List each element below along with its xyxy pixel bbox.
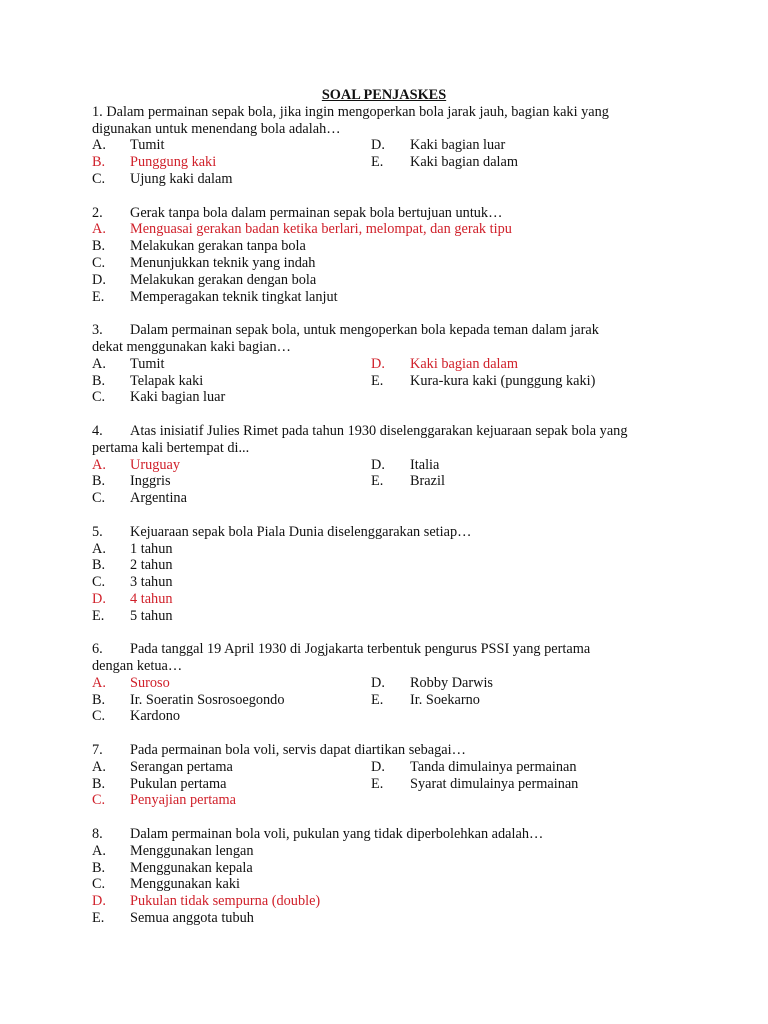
option-text: 5 tahun (130, 607, 173, 624)
option-letter: D. (371, 355, 385, 372)
question-stem-line (92, 423, 692, 440)
option-row (92, 238, 692, 255)
option-row (92, 255, 692, 272)
option-text: Menggunakan lengan (130, 842, 254, 859)
question-text: dekat menggunakan kaki bagian… (92, 338, 291, 355)
option-letter: D. (92, 271, 106, 288)
option-letter: B. (92, 557, 106, 574)
option-letter: A. (92, 137, 106, 154)
option-text: Tumit (130, 355, 165, 372)
question-text: Kejuaraan sepak bola Piala Dunia diselenggarakan setiap… (130, 523, 472, 540)
option-letter: E. (371, 154, 384, 171)
option-row (92, 457, 692, 474)
option-letter: C. (92, 708, 106, 725)
option-text: Pukulan pertama (130, 775, 227, 792)
document-title: SOAL PENJASKES (321, 87, 447, 103)
question-number: 7. (92, 742, 103, 759)
correct-answer-text: Suroso (130, 674, 170, 691)
blank-line (92, 725, 692, 742)
question-text: Pada permainan bola voli, servis dapat diartikan sebagai… (130, 742, 466, 759)
option-letter: C. (92, 389, 106, 406)
option-letter: D. (371, 674, 385, 691)
question-text: Gerak tanpa bola dalam permainan sepak bola bertujuan untuk… (130, 204, 503, 221)
option-letter: D. (92, 893, 106, 910)
option-letter: E. (371, 473, 384, 490)
option-letter: B. (92, 372, 106, 389)
option-text: Ujung kaki dalam (130, 170, 233, 187)
blank-line (92, 625, 692, 642)
question-number: 6. (92, 641, 103, 658)
correct-answer-text: 4 tahun (130, 590, 173, 607)
option-row (92, 591, 692, 608)
option-letter: C. (92, 792, 106, 809)
document-page (92, 87, 692, 927)
option-letter: E. (92, 288, 105, 305)
option-row (92, 171, 692, 188)
option-row (92, 792, 692, 809)
option-row (92, 137, 692, 154)
option-text: 3 tahun (130, 574, 173, 591)
option-letter: A. (92, 456, 106, 473)
question-text: pertama kali bertempat di... (92, 439, 250, 456)
option-letter: E. (371, 691, 384, 708)
question-number: 4. (92, 422, 103, 439)
option-text: Argentina (130, 490, 187, 507)
option-row (92, 541, 692, 558)
option-letter: B. (92, 859, 106, 876)
question-text: Dalam permainan bola voli, pukulan yang tidak diperbolehkan adalah… (130, 826, 544, 843)
option-row (92, 356, 692, 373)
option-letter: A. (92, 842, 106, 859)
option-text: Semua anggota tubuh (130, 910, 254, 927)
question-text: Dalam permainan sepak bola, untuk mengoperkan bola kepada teman dalam jarak (130, 322, 599, 339)
question-stem-line (92, 205, 692, 222)
option-row (92, 557, 692, 574)
option-row (92, 473, 692, 490)
option-text: Serangan pertama (130, 758, 233, 775)
option-row (92, 843, 692, 860)
option-letter: C. (92, 170, 106, 187)
option-text: Kaki bagian luar (130, 389, 226, 406)
option-letter: D. (92, 590, 106, 607)
question-number: 3. (92, 322, 103, 339)
option-row (92, 893, 692, 910)
option-letter: E. (92, 910, 105, 927)
option-text: Inggris (130, 473, 171, 490)
option-text: Telapak kaki (130, 372, 204, 389)
option-row (92, 154, 692, 171)
question-stem-line (92, 339, 692, 356)
question-number: 8. (92, 826, 103, 843)
option-text: 1 tahun (130, 540, 173, 557)
question-stem-line (92, 440, 692, 457)
option-letter: E. (371, 372, 384, 389)
blank-line (92, 507, 692, 524)
question-text: dengan ketua… (92, 658, 183, 675)
question-text: Atas inisiatif Julies Rimet pada tahun 1930 diselenggarakan kejuaraan sepak bola yang (130, 422, 628, 439)
option-row (92, 289, 692, 306)
blank-line (92, 188, 692, 205)
blank-line (92, 809, 692, 826)
option-letter: E. (371, 775, 384, 792)
option-row (92, 389, 692, 406)
option-letter: B. (92, 473, 106, 490)
option-row (92, 490, 692, 507)
option-text: 2 tahun (130, 557, 173, 574)
option-row (92, 860, 692, 877)
correct-answer-text: Kaki bagian dalam (410, 355, 518, 372)
question-number: 1. (92, 103, 103, 120)
option-text: Melakukan gerakan tanpa bola (130, 238, 306, 255)
option-letter: B. (92, 775, 106, 792)
option-text: Tumit (130, 137, 165, 154)
question-stem-line (92, 742, 692, 759)
option-letter: D. (371, 137, 385, 154)
correct-answer-text: Pukulan tidak sempurna (double) (130, 893, 321, 910)
option-letter: A. (92, 758, 106, 775)
option-letter: C. (92, 490, 106, 507)
option-text: Brazil (410, 473, 445, 490)
option-letter: A. (92, 355, 106, 372)
option-row (92, 373, 692, 390)
option-text: Kaki bagian dalam (410, 154, 518, 171)
option-letter: B. (92, 691, 106, 708)
question-stem-line (92, 524, 692, 541)
option-row (92, 675, 692, 692)
question-stem-line (92, 658, 692, 675)
option-text: Ir. Soekarno (410, 691, 480, 708)
option-row (92, 221, 692, 238)
option-row (92, 574, 692, 591)
correct-answer-text: Uruguay (130, 456, 181, 473)
option-row (92, 759, 692, 776)
option-text: Menggunakan kaki (130, 876, 240, 893)
option-letter: E. (92, 607, 105, 624)
option-row (92, 608, 692, 625)
option-letter: C. (92, 574, 106, 591)
option-row (92, 692, 692, 709)
blank-line (92, 406, 692, 423)
option-text: Melakukan gerakan dengan bola (130, 271, 317, 288)
option-text: Menunjukkan teknik yang indah (130, 254, 316, 271)
option-text: Kaki bagian luar (410, 137, 506, 154)
question-text: Pada tanggal 19 April 1930 di Jogjakarta terbentuk pengurus PSSI yang pertama (130, 641, 591, 658)
option-letter: D. (371, 456, 385, 473)
question-stem-line (92, 322, 692, 339)
question-stem-line (92, 104, 692, 121)
option-text: Menggunakan kepala (130, 859, 253, 876)
option-row (92, 876, 692, 893)
option-text: Ir. Soeratin Sosrosoegondo (130, 691, 285, 708)
option-letter: C. (92, 876, 106, 893)
option-row (92, 708, 692, 725)
option-text: Tanda dimulainya permainan (410, 758, 577, 775)
option-text: Kura-kura kaki (punggung kaki) (410, 372, 596, 389)
question-number: 5. (92, 523, 103, 540)
correct-answer-text: Punggung kaki (130, 154, 217, 171)
question-text: Dalam permainan sepak bola, jika ingin mengoperkan bola jarak jauh, bagian kaki yang (106, 103, 609, 120)
option-letter: C. (92, 254, 106, 271)
question-stem-line (92, 826, 692, 843)
correct-answer-text: Menguasai gerakan badan ketika berlari, melompat, dan gerak tipu (130, 221, 512, 238)
option-letter: A. (92, 540, 106, 557)
option-letter: B. (92, 238, 106, 255)
option-letter: A. (92, 221, 106, 238)
question-number: 2. (92, 204, 103, 221)
option-text: Robby Darwis (410, 674, 493, 691)
question-stem-line (92, 121, 692, 138)
option-text: Syarat dimulainya permainan (410, 775, 579, 792)
option-letter: D. (371, 758, 385, 775)
option-letter: B. (92, 154, 106, 171)
option-text: Memperagakan teknik tingkat lanjut (130, 288, 338, 305)
option-text: Italia (410, 456, 440, 473)
option-row (92, 776, 692, 793)
correct-answer-text: Penyajian pertama (130, 792, 236, 809)
option-letter: A. (92, 674, 106, 691)
blank-line (92, 305, 692, 322)
question-stem-line (92, 641, 692, 658)
option-text: Kardono (130, 708, 181, 725)
option-row (92, 910, 692, 927)
question-text: digunakan untuk menendang bola adalah… (92, 120, 341, 137)
option-row (92, 272, 692, 289)
